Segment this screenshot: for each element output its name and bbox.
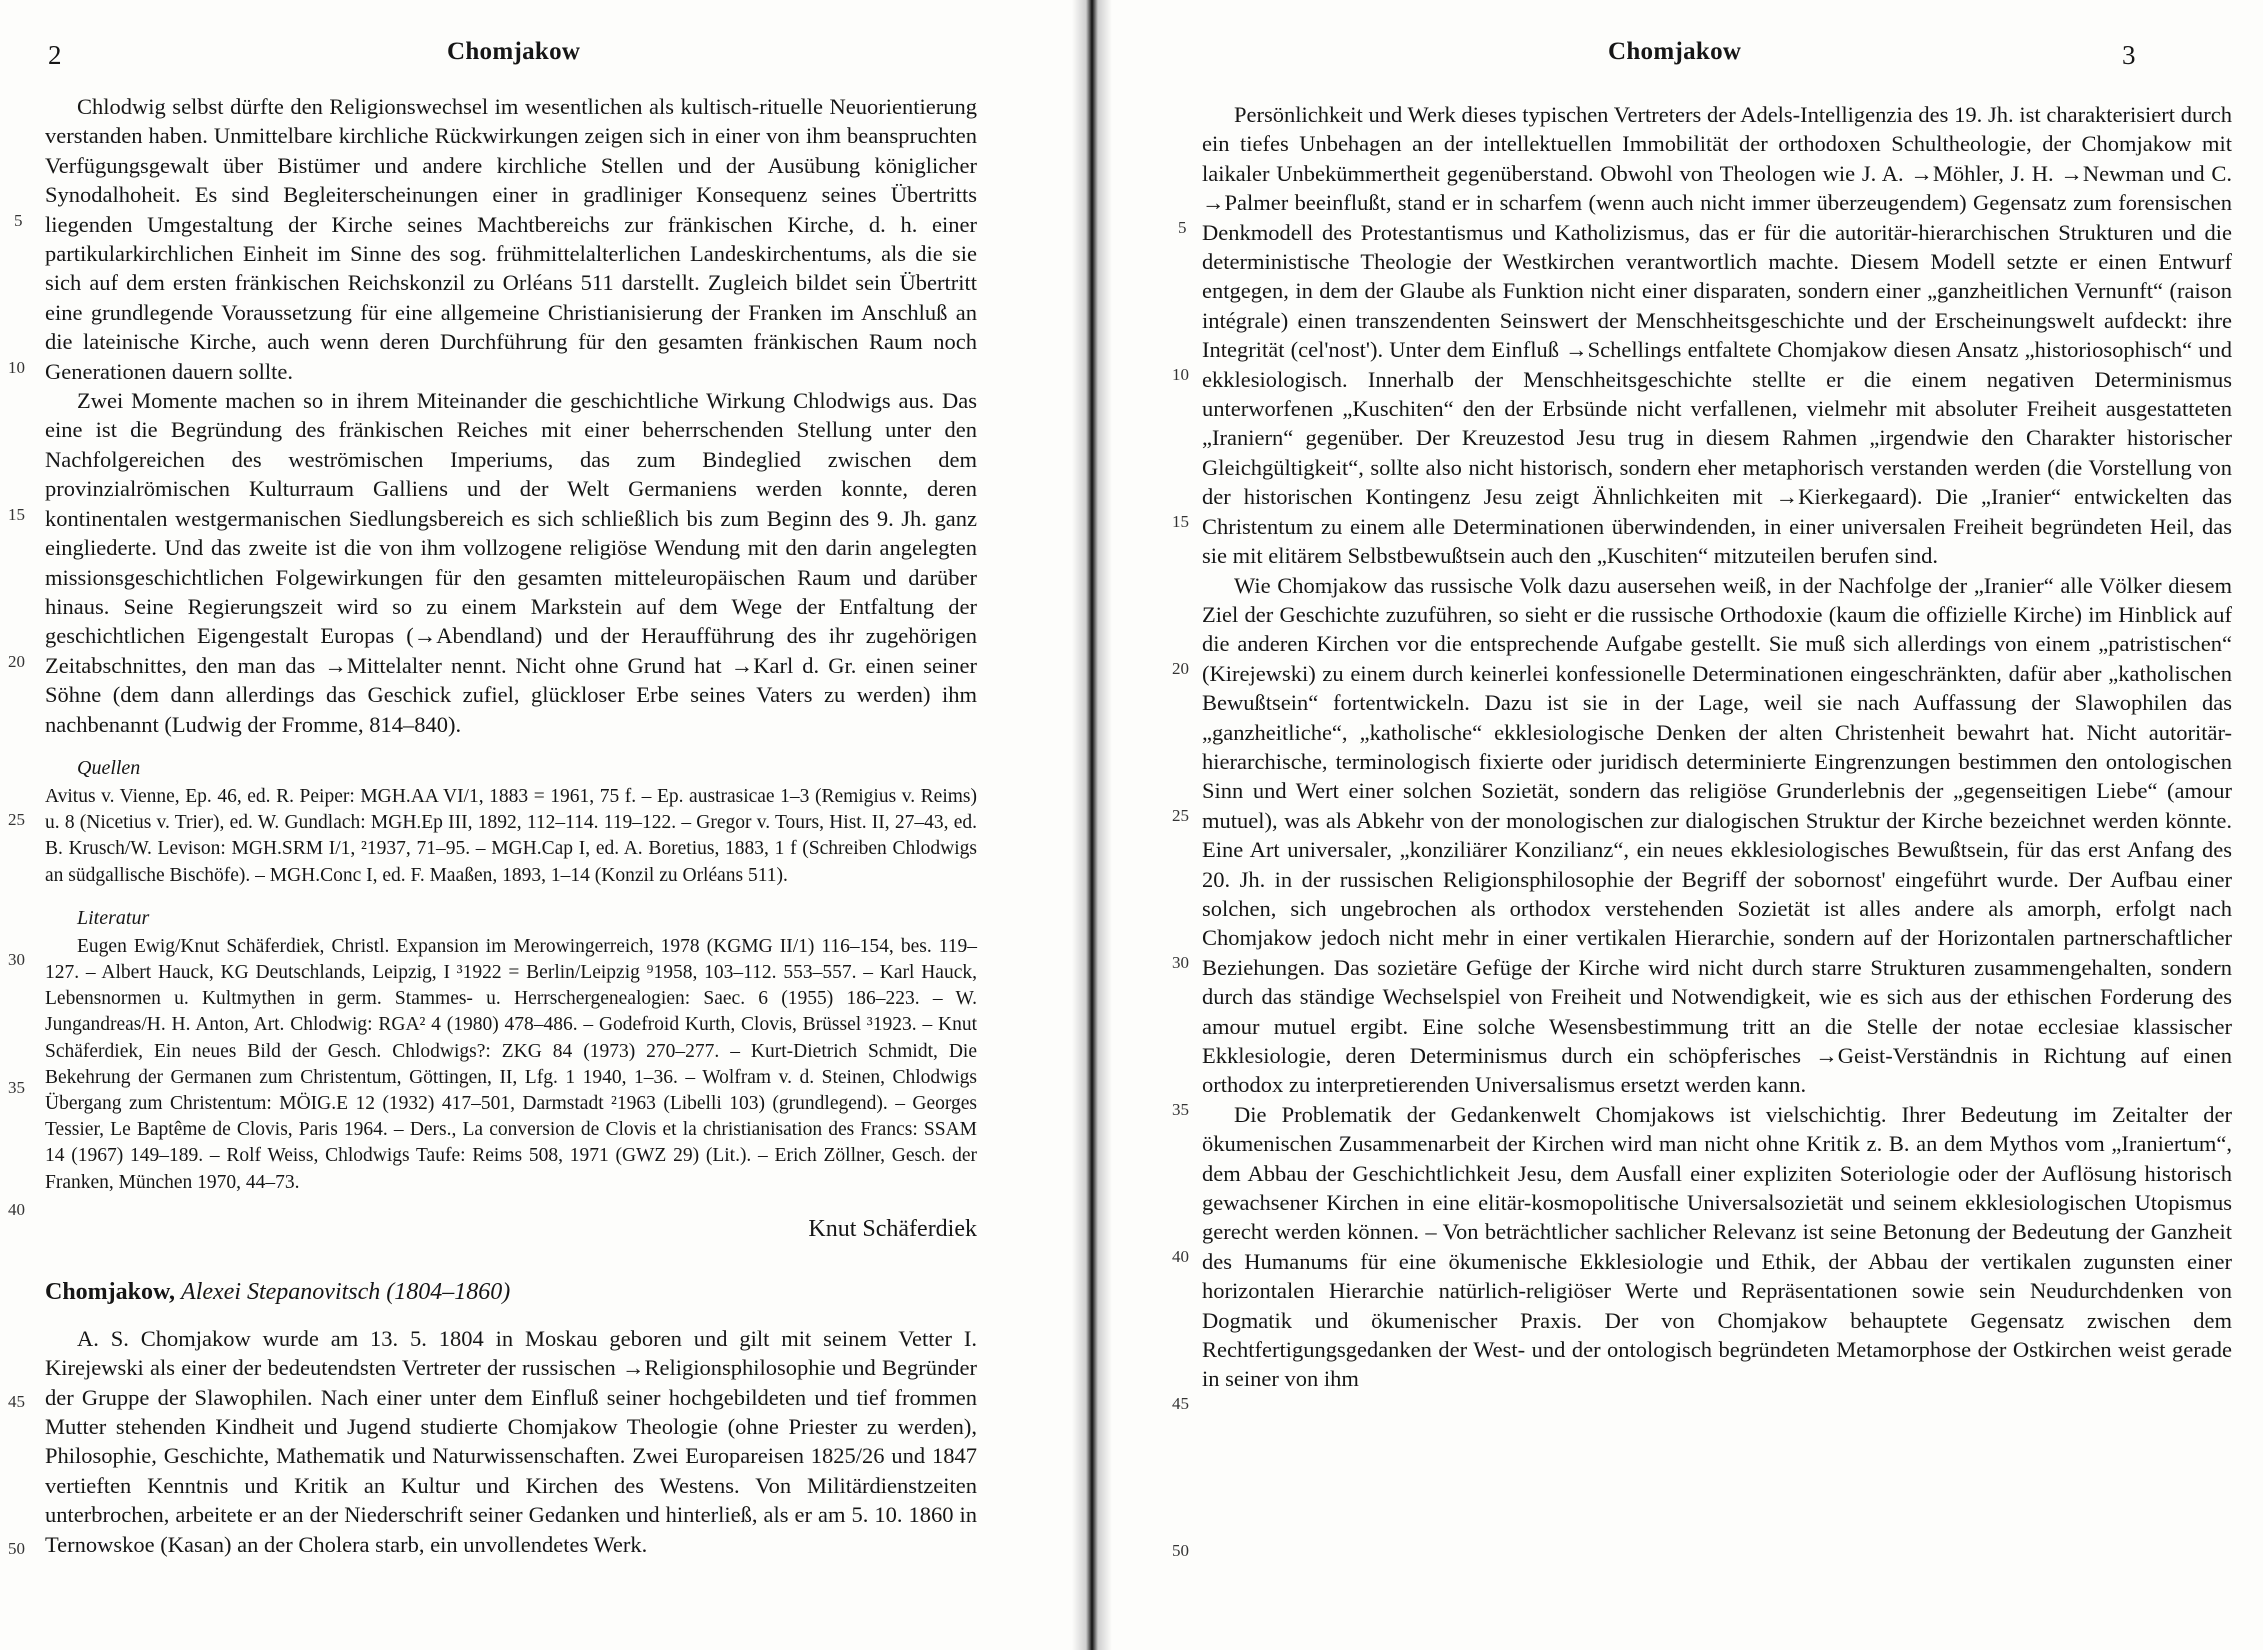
literatur-text: Eugen Ewig/Knut Schäferdiek, Christl. Expansion im Merowingerreich, 1978 (KGMG II/1) 116–154, bes. 119–127. – Albert Hauck, KG Deutschlands, Leipzig, I ³1922 = Berlin/Leipzig ⁹1958, 103–112. 553–557. – Karl Hauck, Lebensnormen u. Kultmythen in germ. Stammes- u. Herrschergenealogien: Saec. 6 (1955) 186–223. – W. Jungandreas/H. H. Anton, Art. Chlodwig: RGA² 4 (1980) 478–486. – Godefroid Kurth, Clovis, Brüssel ³1923. – Knut Schäferdiek, Ein neues Bild der Gesch. Chlodwigs?: ZKG 84 (1973) 270–277. – Kurt-Dietrich Schmidt, Die Bekehrung der Germanen zum Christentum, Göttingen, II, Lfg. 1 1940, 1–36. – Wolfram v. d. Steinen, Chlodwigs Übergang zum Christentum: MÖIG.E 12 (1932) 417–501, Darmstadt ²1963 (Libelli 103) (grundlegend). – Georges Tessier, Le Baptême de Clovis, Paris 1964. – Ders., La conversion de Clovis et la christianisation des Francs: SSAM 14 (1967) 149–189. – Rolf Weiss, Chlodwigs Taufe: Reims 508, 1971 (GWZ 29) (Lit.). – Erich Zöllner, Gesch. der Franken, München 1970, 44–73.: [45, 935, 977, 1193]
line-number: 5: [14, 211, 23, 230]
line-number: 45: [1172, 1394, 1189, 1413]
running-head: Chomjakow: [1608, 38, 1742, 65]
line-number: 50: [1172, 1541, 1189, 1560]
line-number: 15: [1172, 512, 1189, 531]
article-title: [45, 1279, 977, 1306]
line-number: 35: [8, 1078, 25, 1097]
quellen-heading: Quellen: [77, 756, 141, 779]
line-number: 50: [8, 1539, 25, 1558]
running-head: Chomjakow: [447, 38, 581, 65]
left-page: [0, 0, 1080, 1650]
right-text-block: [1202, 100, 2232, 1394]
line-number: 10: [8, 358, 25, 377]
line-number: 10: [1172, 365, 1189, 384]
body-paragraph: Die Problematik der Gedankenwelt Chomjakows ist vielschichtig. Ihrer Bedeutung im Zeitalter der ökumenischen Zusammenarbeit der Kirchen wird man nicht ohne Kritik z. B. an dem Mythos vom „Iraniertum“, dem Abbau der Geschichtlichkeit Jesu, dem Ausfall einer expliziten Soteriologie oder der Auflösung historisch gewachsener Kirchen in eine elitär-kosmopolitische Universalsozietät und seinem ekklesiologischen Utopismus gerecht werden können. – Von beträchtlicher sachlicher Relevanz ist seine Betonung der Bedeutung der Ganzheit des Humanums für eine ökumenische Ekklesiologie und Ethik, der Abbau der vertikalen zugunsten einer horizontalen Hierarchie natürlich-religiöser Werte und Repräsentationen sowie sein Neudurchdenken von Dogmatik und ökumenischer Praxis. Der von Chomjakow behauptete Gegensatz zwischen dem Rechtfertigungsgedanken der West- und der ontologisch begründeten Metamorphose der Ostkirchen weist gerade in seiner von ihm: [1202, 1101, 2232, 1392]
line-number: 40: [8, 1200, 25, 1219]
left-text-block: [45, 92, 977, 1559]
line-number: 30: [1172, 953, 1189, 972]
line-number: 45: [8, 1392, 25, 1411]
literatur-heading: Literatur: [77, 906, 150, 929]
line-number: 15: [8, 505, 25, 524]
body-paragraph: Persönlichkeit und Werk dieses typischen Vertreters der Adels-Intelligenzia des 19. Jh. ist charakterisiert durch ein tiefes Unbehagen an der intellektuellen Immobilität der orthodoxen Schultheologie, der Chomjakow mit laikaler Unbekümmertheit gegenüberstand. Obwohl von Theologen wie J. A. →Möhler, J. H. →Newman und C. →Palmer beeinflußt, stand er in scharfem (wenn auch nicht immer überzeugendem) Gegensatz zum forensischen Denkmodell des Protestantismus und Katholizismus, das er für die autoritär-hierarchischen Strukturen und die deterministische Theologie der Westkirchen verantwortlich machte. Diesem Modell setzte er einen Entwurf entgegen, in dem der Glaube als Funktion nicht einer disparaten, sondern einer „ganzheitlichen Vernunft“ (raison intégrale) einen transzendenten Seinswert der Menschheitsgeschichte und der Erscheinungswelt aufdeckt: ihre Integrität (cel'nost'). Unter dem Einfluß →Schellings entfaltete Chomjakow diesen Ansatz „historiosophisch“ und ekklesiologisch. Innerhalb der Menschheitsgeschichte stellte er die einem negativen Determinismus unterworfenen „Kuschiten“ den der Erbsünde nicht verfallenen, vielmehr mit absoluter Freiheit ausgestatteten „Iraniern“ gegenüber. Der Kreuzestod Jesu trug in diesem Rahmen „irgendwie den Charakter historischer Gleichgültigkeit“, sollte also nicht historisch, sondern eher metaphorisch verstanden werden (die Vorstellung von der historischen Kontingenz Jesu zeigt Ähnlichkeiten mit →Kierkegaard). Die „Iranier“ entwickelten das Christentum zu einem alle Determinationen überwindenden, in einer universalen Freiheit begründeten Heil, das sie mit elitärem Selbstbewußtsein auch den „Kuschiten“ mitzuteilen berufen sind.: [1202, 102, 2232, 569]
article-title-subtitle: Alexei Stepanovitsch (1804–1860): [181, 1278, 511, 1305]
article-title-name: Chomjakow,: [45, 1278, 176, 1305]
page-number: 2: [48, 40, 62, 70]
body-paragraph: Zwei Momente machen so in ihrem Miteinander die geschichtliche Wirkung Chlodwigs aus. Das eine ist die Begründung des fränkischen Reiches mit einer beherrschenden Stellung unter den Nachfolgereichen des weströmischen Imperiums, das zum Bindeglied zwischen dem provinzialrömischen Kulturraum Galliens und der Welt Germaniens werden konnte, deren kontinentalen westgermanischen Siedlungsbereich es sich schließlich bis zum Beginn des 9. Jh. ganz eingliederte. Und das zweite ist die von ihm vollzogene religiöse Wendung mit den darin angelegten missionsgeschichtlichen Folgewirkungen für den gesamten mitteleuropäischen Raum und darüber hinaus. Seine Regierungszeit wird so zu einem Markstein auf dem Wege der Entfaltung der geschichtlichen Eigengestalt Europas (→Abendland) und der Heraufführung des ihr zugehörigen Zeitabschnittes, den man das →Mittelalter nennt. Nicht ohne Grund hat →Karl d. Gr. einen seiner Söhne (dem dann allerdings das Geschick zufiel, glückloser Erbe seines Vaters zu werden) ihm nachbenannt (Ludwig der Fromme, 814–840).: [45, 388, 977, 737]
line-number: 5: [1178, 218, 1187, 237]
book-gutter: [1072, 0, 1112, 1650]
line-number: 35: [1172, 1100, 1189, 1119]
right-page: [1110, 0, 2263, 1650]
line-number: 40: [1172, 1247, 1189, 1266]
article-paragraph: A. S. Chomjakow wurde am 13. 5. 1804 in Moskau geboren und gilt mit seinem Vetter I. Kirejewski als einer der bedeutendsten Vertreter der russischen →Religionsphilosophie und Begründer der Gruppe der Slawophilen. Nach einer unter dem Einfluß seiner hochgebildeten und tief frommen Mutter stehenden Kindheit und Jugend studierte Chomjakow Theologie (ohne Priester zu werden), Philosophie, Geschichte, Mathematik und Naturwissenschaften. Zwei Europareisen 1825/26 und 1847 vertieften Kenntnis und Kritik an Kultur und Kirchen des Westens. Von Militärdienstzeiten unterbrochen, arbeitete er an der Niederschrift seiner Gedanken und hinterließ, als er am 5. 10. 1860 in Ternowskoe (Kasan) an der Cholera starb, ein unvollendetes Werk.: [45, 1325, 977, 1557]
line-number: 30: [8, 950, 25, 969]
line-number: 20: [8, 652, 25, 671]
line-number: 25: [1172, 806, 1189, 825]
page-number: 3: [2122, 40, 2136, 70]
author-signature: Knut Schäferdiek: [808, 1215, 977, 1242]
line-number: 20: [1172, 659, 1189, 678]
body-paragraph: Chlodwig selbst dürfte den Religionswechsel im wesentlichen als kultisch-rituelle Neuorientierung verstanden haben. Unmittelbare kirchliche Rückwirkungen zeigen sich in einer von ihm beanspruchten Verfügungsgewalt über Bistümer und andere kirchliche Stellen und der Ausübung königlicher Synodalhoheit. Es sind Begleiterscheinungen einer in gradliniger Konsequenz seines Übertritts liegenden Umgestaltung der Kirche seines Machtbereichs zur fränkischen Kirche, d. h. einer partikularkirchlichen Einheit im Sinne des sog. frühmittelalterlichen Landeskirchentums, als die sie sich auf dem ersten fränkischen Reichskonzil zu Orléans 511 darstellt. Zugleich bildet sein Übertritt eine grundlegende Voraussetzung für eine allgemeine Christianisierung der Franken im Anschluß an die lateinische Kirche, auch wenn deren Durchführung für den gesamten fränkischen Raum noch Generationen dauern sollte.: [45, 94, 977, 384]
line-number: 25: [8, 810, 25, 829]
body-paragraph: Wie Chomjakow das russische Volk dazu ausersehen weiß, in der Nachfolge der „Iranier“ alle Völker diesem Ziel der Geschichte zuzuführen, so sieht er die russische Orthodoxie (kaum die offizielle Kirche) im Hinblick auf die anderen Kirchen vor die entsprechende Aufgabe gestellt. Sie muß sich allerdings von einem „patristischen“ (Kirejewski) zu einem durch keinerlei konfessionelle Determinationen eingeschränkten, dafür aber „katholischen Bewußtsein“ fortentwickeln. Dazu ist sie in der Lage, weil sie nach Auffassung der Slawophilen das „ganzheitliche“, „katholische“ ekklesiologische Denken der alten Christenheit bewahrt hat. Nicht autoritär-hierarchische, terminologisch fixierte oder juridisch determinierte Eingrenzungen bestimmen den ontologischen Sinn und Wert einer solchen Sozietät, sondern das religiöse Grunderlebnis der „gegenseitigen Liebe“ (amour mutuel), was als Abkehr von der monologischen zur dialogischen Struktur der Kirche bezeichnet werden könnte. Eine Art universaler, „konziliärer Konzilianz“, ein neues ekklesiologisches Bewußtsein, für das erst Anfang des 20. Jh. in der russischen Religionsphilosophie der Begriff der sobornost' eingeführt wurde. Der Aufbau einer solchen, sich ungebrochen als orthodox verstehenden Sozietät ist alles andere als amorph, erfolgt nach Chomjakow jedoch nicht mehr in einer vertikalen Hierarchie, sondern auf der Horizontalen partnerschaftlicher Beziehungen. Das sozietäre Gefüge der Kirche wird nicht durch starre Strukturen zusammengehalten, sondern durch das ständige Wechselspiel von Freiheit und Notwendigkeit, wie es sich aus der ethischen Forderung des amour mutuel ergibt. Eine solche Wesensbestimmung tritt an die Stelle der notae ecclesiae klassischer Ekklesiologie, deren Determinismus durch ein schöpferisches →Geist-Verständnis in Richtung auf einen orthodox zu interpretierenden Universalismus ersetzt werden kann.: [1202, 572, 2232, 1098]
quellen-text: Avitus v. Vienne, Ep. 46, ed. R. Peiper: MGH.AA VI/1, 1883 = 1961, 75 f. – Ep. austrasicae 1–3 (Remigius v. Reims) u. 8 (Nicetius v. Trier), ed. W. Gundlach: MGH.Ep III, 1892, 112–114. 119–122. – Gregor v. Tours, Hist. II, 27–43, ed. B. Krusch/W. Levison: MGH.SRM I/1, ²1937, 71–95. – MGH.Cap I, ed. A. Boretius, 1883, 1 f (Schreiben Chlodwigs an südgallische Bischöfe). – MGH.Conc I, ed. F. Maaßen, 1893, 1–14 (Konzil zu Orléans 511).: [45, 785, 977, 886]
